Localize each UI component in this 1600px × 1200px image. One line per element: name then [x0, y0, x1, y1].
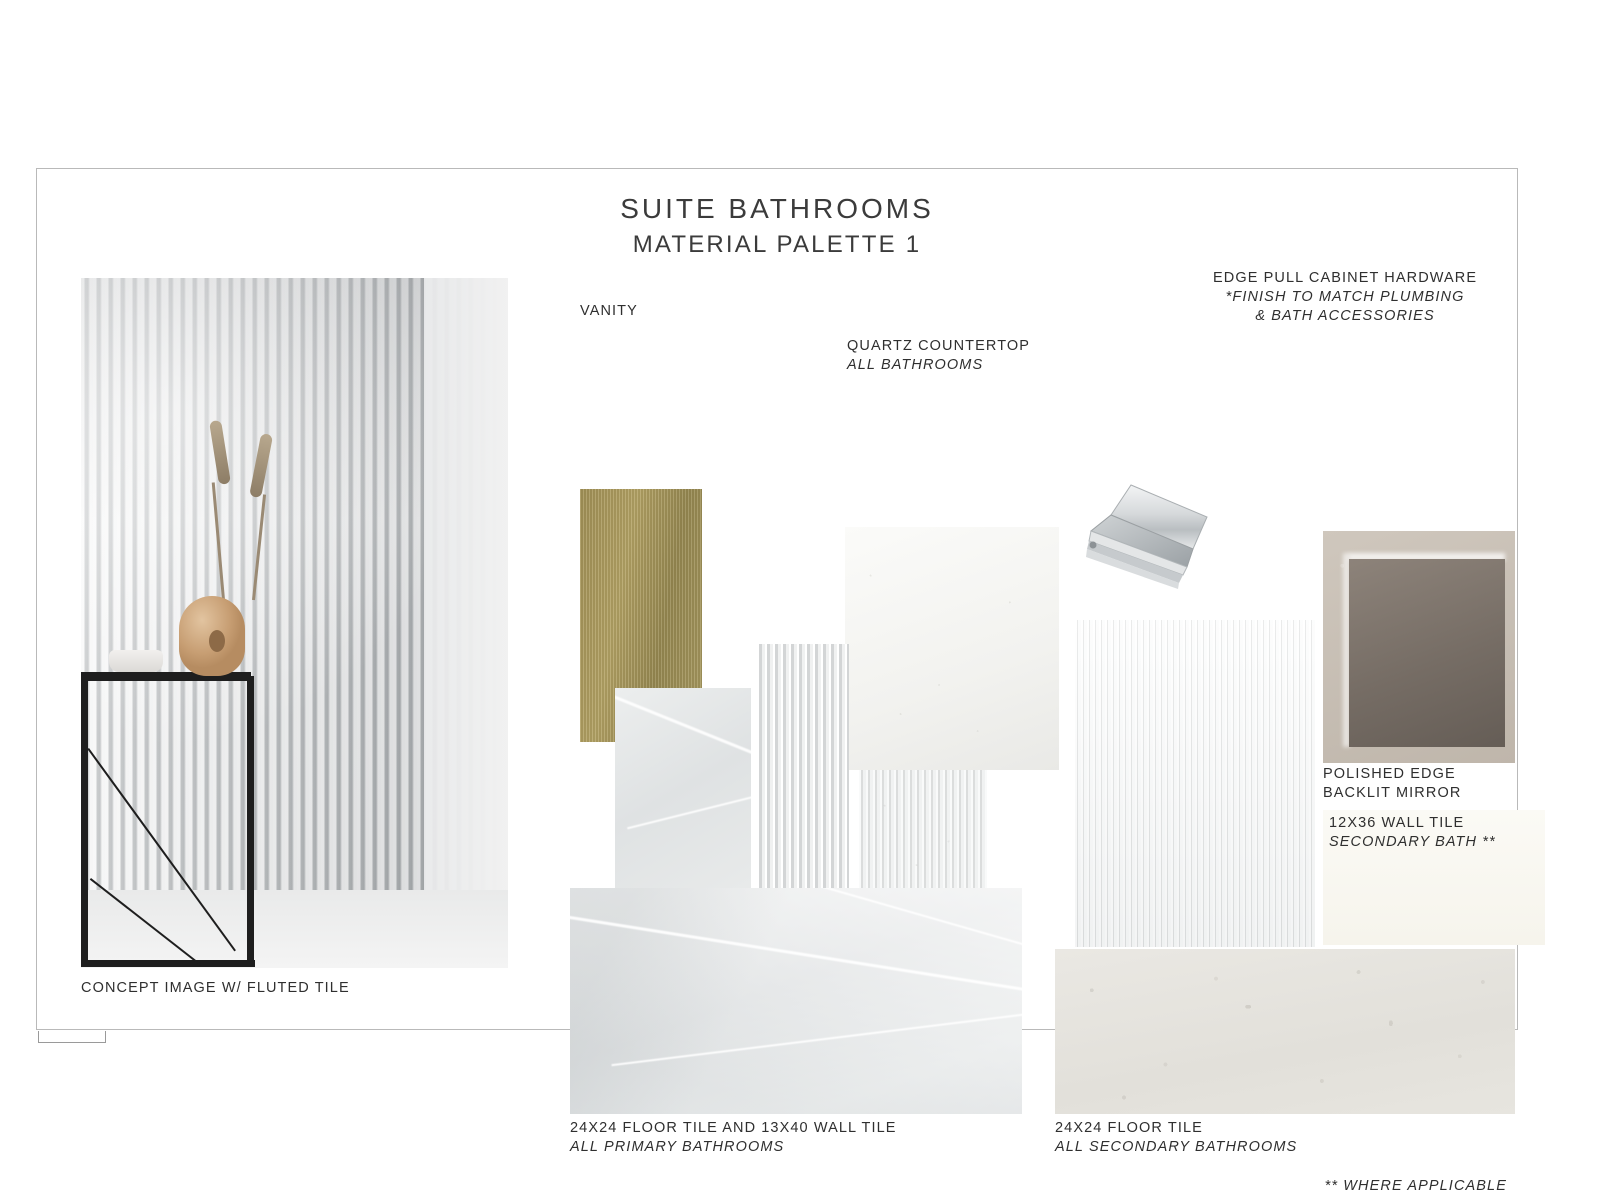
secondary-wall-tile-note: SECONDARY BATH **	[1329, 834, 1496, 851]
quartz-countertop-caption	[847, 337, 1030, 375]
linear-accent-wall-tile-swatch[interactable]	[1075, 620, 1315, 947]
concept-image-fluted-tile	[81, 278, 508, 968]
primary-floor-tile-label: 24X24 FLOOR TILE AND 13X40 WALL TILE	[570, 1120, 897, 1136]
marble-vein-a	[615, 694, 751, 764]
marble-shading	[570, 888, 1022, 1114]
primary-floor-tile-swatch[interactable]	[570, 888, 1022, 1114]
backlit-mirror-caption	[1323, 765, 1461, 803]
photo-side-wall	[424, 278, 508, 898]
primary-floor-tile-note: ALL PRIMARY BATHROOMS	[570, 1139, 785, 1156]
edge-pull-hardware-caption	[1213, 269, 1477, 326]
edge-pull-hardware-note-2: & BATH ACCESSORIES	[1255, 308, 1435, 325]
textured-wall-tile-swatch[interactable]	[859, 770, 987, 889]
secondary-floor-tile-label: 24X24 FLOOR TILE	[1055, 1120, 1203, 1136]
fluted-ribs-texture	[757, 644, 849, 889]
edge-pull-hardware-swatch[interactable]	[1075, 479, 1215, 611]
concept-image-caption: CONCEPT IMAGE W/ FLUTED TILE	[81, 980, 350, 996]
decor-bowl	[109, 650, 163, 672]
page-subtitle: MATERIAL PALETTE 1	[632, 231, 922, 258]
secondary-wall-tile-caption	[1329, 814, 1496, 852]
secondary-floor-tile-note: ALL SECONDARY BATHROOMS	[1055, 1139, 1298, 1156]
linear-tile-shading	[1075, 620, 1315, 947]
secondary-floor-tile-swatch[interactable]	[1055, 949, 1515, 1114]
edge-pull-icon	[1075, 479, 1215, 611]
primary-floor-tile-caption	[570, 1119, 897, 1157]
secondary-wall-tile-label: 12X36 WALL TILE	[1329, 815, 1465, 831]
quartz-speckle-texture	[845, 527, 1059, 770]
fluted-wall-tile-swatch[interactable]	[757, 644, 849, 889]
vase-opening	[209, 630, 225, 652]
backlit-mirror-swatch[interactable]	[1323, 531, 1515, 763]
material-palette-board	[36, 168, 1518, 1194]
quartz-countertop-note: ALL BATHROOMS	[847, 357, 984, 374]
quartz-countertop-label: QUARTZ COUNTERTOP	[847, 338, 1031, 354]
backlit-mirror-label-2: BACKLIT MIRROR	[1323, 785, 1462, 802]
console-table-leg-right	[247, 676, 254, 966]
vanity-label: VANITY	[580, 303, 638, 319]
terrazzo-chips-texture	[1055, 949, 1515, 1114]
edge-pull-hardware-note-1: *FINISH TO MATCH PLUMBING	[1225, 289, 1465, 306]
backlit-mirror-label-1: POLISHED EDGE	[1323, 766, 1456, 782]
footnote: ** WHERE APPLICABLE	[1324, 1178, 1507, 1194]
textured-grain	[859, 770, 987, 889]
primary-wall-tile-swatch[interactable]	[615, 688, 751, 888]
board-corner-tab	[38, 1031, 106, 1043]
mirror-glass	[1349, 559, 1505, 747]
console-table-shelf	[81, 960, 255, 967]
quartz-countertop-swatch[interactable]	[845, 527, 1059, 770]
photo-floor	[81, 890, 508, 968]
edge-pull-hardware-label: EDGE PULL CABINET HARDWARE	[1213, 270, 1478, 286]
marble-vein-b	[627, 789, 751, 830]
console-table-leg-left	[81, 676, 88, 966]
secondary-floor-tile-caption	[1055, 1119, 1297, 1157]
page-title: SUITE BATHROOMS	[620, 193, 934, 224]
